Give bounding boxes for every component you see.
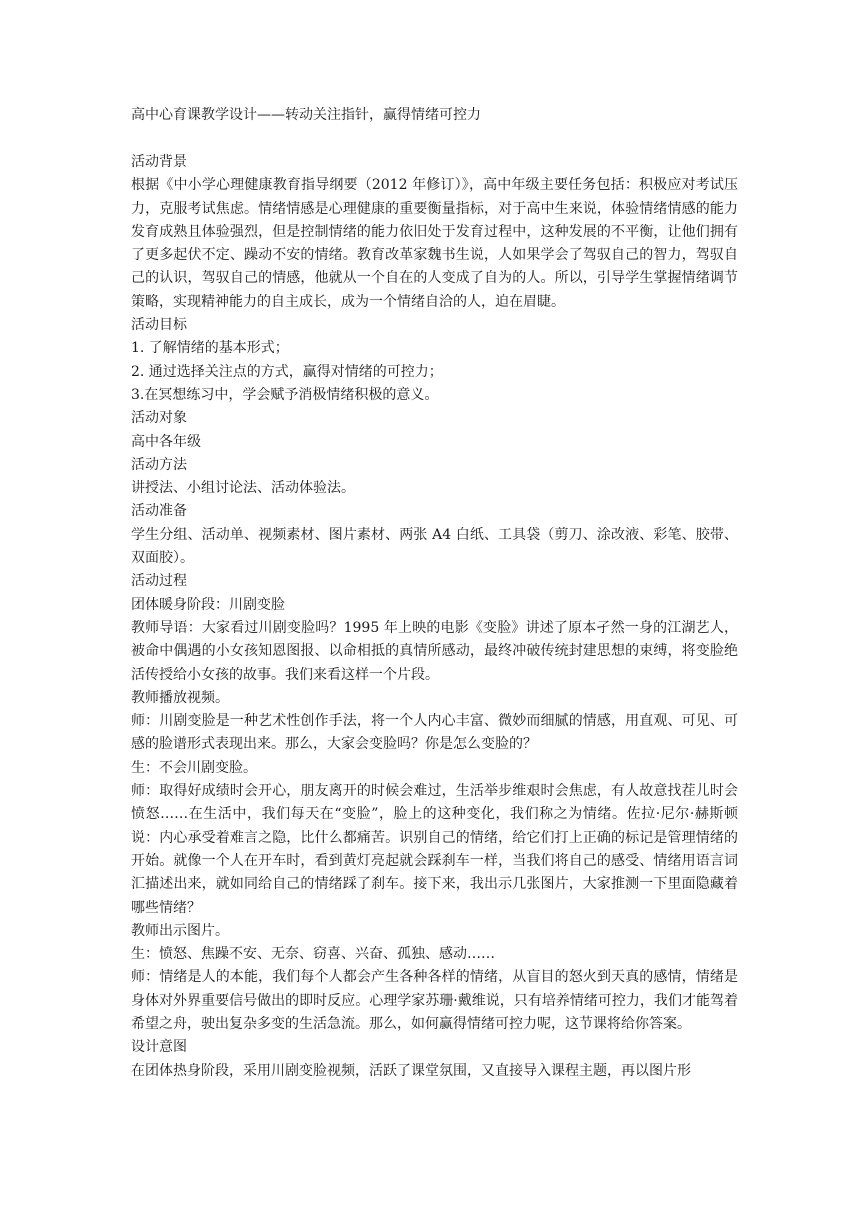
body-paragraph: 教师出示图片。 [131,922,229,939]
document-page [131,103,738,1083]
section-heading: 设计意图 [131,1039,187,1056]
section-heading: 活动目标 [131,317,187,334]
section-heading: 活动过程 [131,573,187,590]
body-paragraph: 3.在冥想练习中，学会赋予消极情绪积极的意义。 [131,386,439,403]
body-paragraph: 教师导语：大家看过川剧变脸吗？1995 年上映的电影《变脸》讲述了原本孑然一身的江湖艺人，被命中偶遇的小女孩知恩图报、以命相抵的真情所感动，最终冲破传统封建思想的束缚，将变脸绝活传授给小女孩的故事。我们来看这样一个片段。 [131,619,738,683]
body-paragraph: 根据《中小学心理健康教育指导纲要（2012 年修订）》，高中年级主要任务包括：积极应对考试压力，克服考试焦虑。情绪情感是心理健康的重要衡量指标，对于高中生来说，体验情绪情感的能力发育成熟且体验强烈，但是控制情绪的能力依旧处于发育过程中，这种发展的不平衡，让他们拥有了更多起伏不定、躁动不安的情绪。教育改革家魏书生说，人如果学会了驾驭自己的智力，驾驭自己的认识，驾驭自己的情感，他就从一个自在的人变成了自为的人。所以，引导学生掌握情绪调节策略，实现精神能力的自主成长，成为一个情绪自洽的人，迫在眉睫。 [131,177,738,310]
body-paragraph: 2. 通过选择关注点的方式，赢得对情绪的可控力； [131,363,443,380]
section-heading: 活动准备 [131,503,187,520]
body-paragraph: 师：取得好成绩时会开心，朋友离开的时候会难过，生活举步维艰时会焦虑，有人故意找茬儿时会愤怒……在生活中，我们每天在“变脸”，脸上的这种变化，我们称之为情绪。佐拉·尼尔·赫斯顿说：内心承受着难言之隐，比什么都痛苦。识别自己的情绪，给它们打上正确的标记是管理情绪的开始。就像一个人在开车时，看到黄灯亮起就会踩刹车一样，当我们将自己的感受、情绪用语言词汇描述出来，就如同给自己的情绪踩了刹车。接下来，我出示几张图片，大家推测一下里面隐藏着哪些情绪？ [131,783,738,916]
body-paragraph: 讲授法、小组讨论法、活动体验法。 [131,480,355,497]
body-paragraph: 团体暖身阶段：川剧变脸 [131,596,285,613]
body-paragraph: 生：不会川剧变脸。 [131,759,257,776]
section-heading: 活动背景 [131,154,187,170]
document-body [131,151,738,1083]
section-heading: 活动方法 [131,456,187,473]
body-paragraph: 在团体热身阶段，采用川剧变脸视频，活跃了课堂氛围，又直接导入课程主题，再以图片形 [131,1062,691,1079]
body-paragraph: 教师播放视频。 [131,689,229,706]
body-paragraph: 师：情绪是人的本能，我们每个人都会产生各种各样的情绪，从盲目的怒火到天真的感情，情绪是身体对外界重要信号做出的即时反应。心理学家苏珊·戴维说，只有培养情绪可控力，我们才能驾着希望之舟，驶出复杂多变的生活急流。那么，如何赢得情绪可控力呢，这节课将给你答案。 [131,969,738,1032]
body-paragraph: 师：川剧变脸是一种艺术性创作手法，将一个人内心丰富、微妙而细腻的情感，用直观、可见、可感的脸谱形式表现出来。那么，大家会变脸吗？你是怎么变脸的？ [131,713,738,753]
body-paragraph: 学生分组、活动单、视频素材、图片素材、两张 A4 白纸、工具袋（剪刀、涂改液、彩笔、胶带、双面胶）。 [131,526,738,567]
body-paragraph: 生：愤怒、焦躁不安、无奈、窃喜、兴奋、孤独、感动…… [131,946,495,963]
section-heading: 活动对象 [131,410,187,427]
body-paragraph: 1. 了解情绪的基本形式； [131,340,289,357]
body-paragraph: 高中各年级 [131,433,201,450]
document-title: 高中心育课教学设计——转动关注指针，赢得情绪可控力 [131,107,481,123]
